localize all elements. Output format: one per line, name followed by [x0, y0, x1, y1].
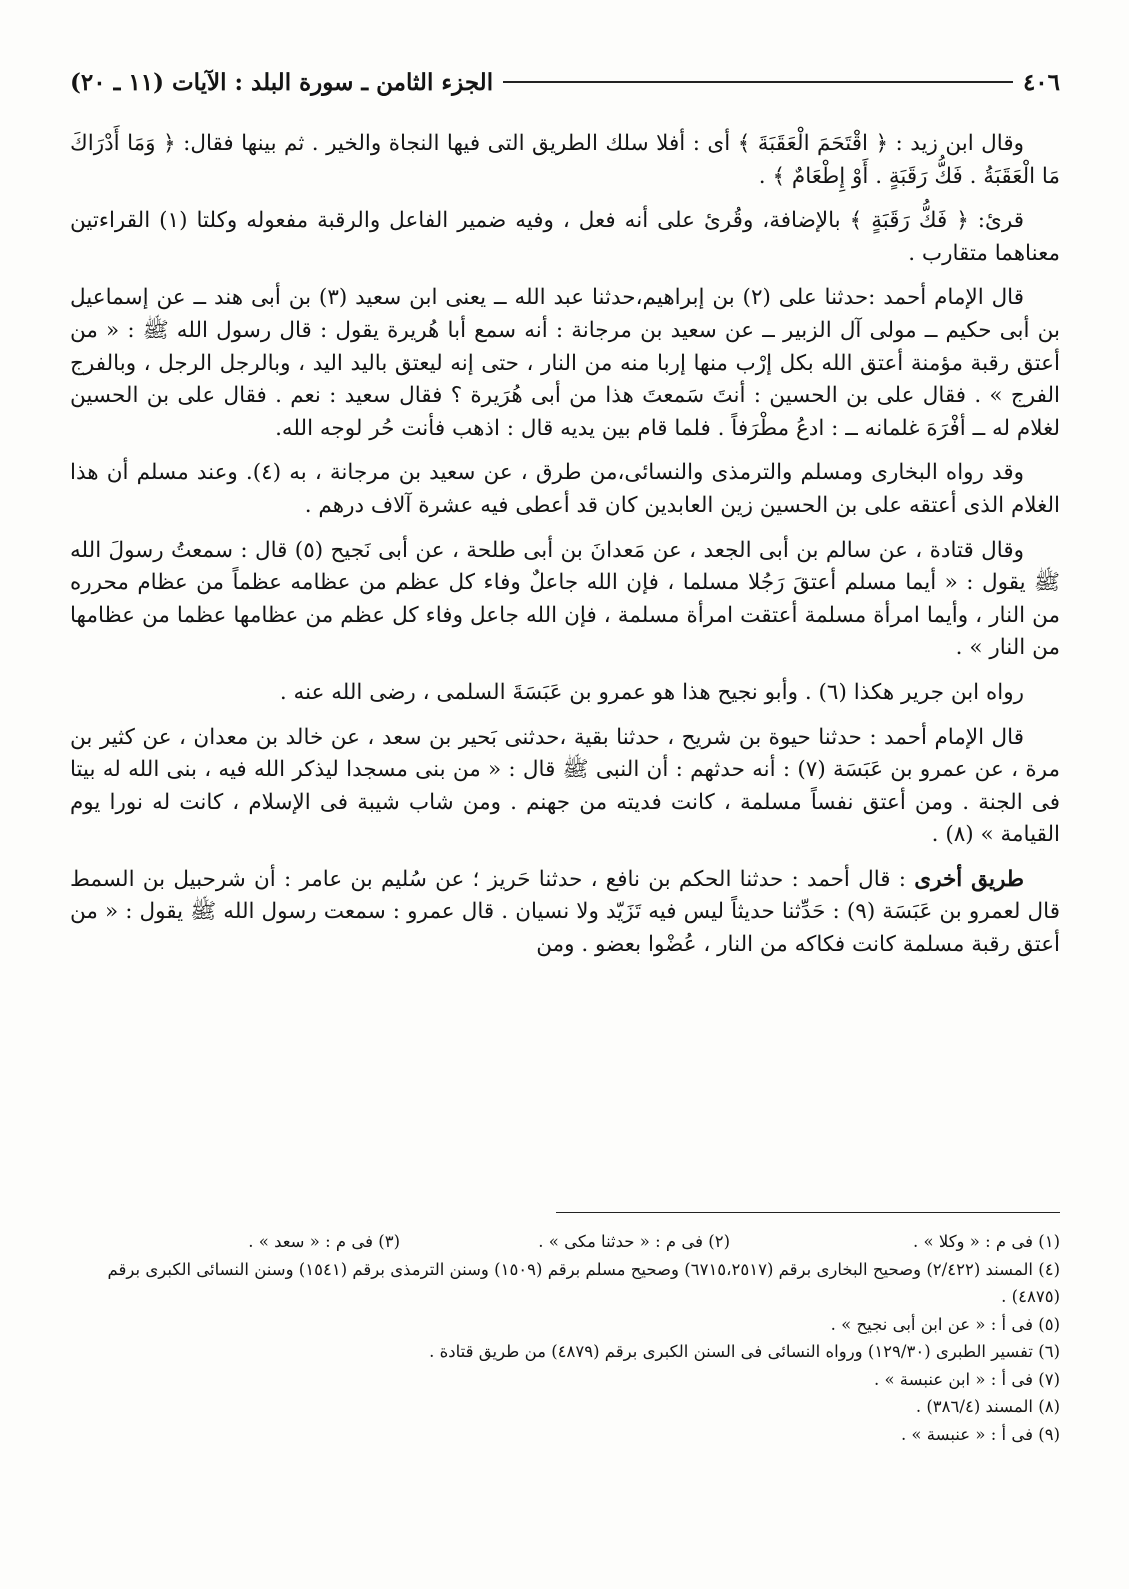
footnote: (١) فى م : « وكلا » .: [913, 1232, 1060, 1251]
footnote: (٨) المسند (٣٨٦/٤) .: [915, 1397, 1060, 1416]
footnotes: [70, 1228, 1060, 1448]
footnote-row: [70, 1228, 1060, 1256]
footnote: (٥) فى أ : « عن ابن أبى نجيح » .: [830, 1314, 1060, 1334]
section-lead: طريق أخرى: [914, 866, 1024, 892]
paragraph: وقال ابن زيد : ﴿ اقْتَحَمَ الْعَقَبَةَ ﴾ أى : أفلا سلك الطريق التى فيها النجاة والخير . ثم بينها فقال: ﴿ وَمَا أَدْرَاكَ مَا الْعَقَبَةُ . فَكُّ رَقَبَةٍ . أَوْ إِطْعَامٌ ﴾ .: [70, 131, 1060, 189]
paragraph: رواه ابن جرير هكذا (٦) . وأبو نجيح هذا هو عمرو بن عَبَسَةَ السلمى ، رضى الله عنه .: [279, 679, 1024, 705]
footnote: (٢) فى م : « حدثنا مكى » .: [538, 1232, 730, 1251]
paragraph: وقد رواه البخارى ومسلم والترمذى والنسائى،من طرق ، عن سعيد بن مرجانة ، به (٤). وعند مسلم أن هذا الغلام الذى أعتقه على بن الحسين زين العابدين كان قد أعطى فيه عشرة آلاف درهم .: [70, 460, 1060, 518]
paragraph: وقال قتادة ، عن سالم بن أبى الجعد ، عن مَعدانَ بن أبى طلحة ، عن أبى نَجيح (٥) قال : سمعتُ رسولَ الله ﷺ يقول : « أيما مسلم أعتقَ رَجُلا مسلما ، فإن الله جاعلٌ وفاء كل عظم من عظامه عظماً من عظام محرره من النار ، وأيما امرأة مسلمة أعتقت امرأة مسلمة ، فإن الله جاعل وفاء كل عظم من عظامها عظما من عظامها من النار » .: [70, 537, 1060, 661]
footnote: (٦) تفسير الطبرى (١٢٩/٣٠) ورواه النسائى فى السنن الكبرى برقم (٤٨٧٩) من طريق قتادة .: [429, 1342, 1060, 1361]
header-title: الجزء الثامن ـ سورة البلد : الآيات (١١ ـ ٢٠): [70, 68, 494, 96]
paragraph: قال الإمام أحمد : حدثنا حيوة بن شريح ، حدثنا بقية ،حدثنى بَحير بن سعد ، عن خالد بن معدان ، عن كثير بن مرة ، عن عمرو بن عَبَسَة (٧) : أنه حدثهم : أن النبى ﷺ قال : « من بنى مسجدا ليذكر الله فيه ، بنى الله له بيتا فى الجنة . ومن أعتق نفساً مسلمة ، كانت فديته من جهنم . ومن شاب شيبة فى الإسلام ، كانت له نورا يوم القيامة » (٨) .: [70, 724, 1060, 848]
footnote: (٣) فى م : « سعد » .: [248, 1232, 400, 1251]
footnote: (٧) فى أ : « ابن عنبسة » .: [873, 1369, 1060, 1389]
paragraph: قرئ: ﴿ فَكُّ رَقَبَةٍ ﴾ بالإضافة، وقُرئ على أنه فعل ، وفيه ضمير الفاعل والرقبة مفعوله وكلتا (١) القراءتين معناهما متقارب .: [70, 208, 1060, 266]
main-text: [70, 128, 1060, 974]
page-number: ٤٠٦: [1022, 68, 1060, 96]
header-rule: [503, 81, 1013, 83]
paragraph: قال الإمام أحمد :حدثنا على (٢) بن إبراهيم،حدثنا عبد الله ــ يعنى ابن سعيد (٣) بن أبى هند ــ عن إسماعيل بن أبى حكيم ــ مولى آل الزبير ــ عن سعيد بن مرجانة : أنه سمع أبا هُريرة يقول : قال رسول الله ﷺ : « من أعتق رقبة مؤمنة أعتق الله بكل إرْب منها إربا منه من النار ، حتى إنه ليعتق باليد اليد ، وبالرجل الرجل ، وبالفرج الفرج » . فقال على بن الحسين : أنتَ سَمعتَ هذا من أبى هُرَيرة ؟ فقال سعيد : نعم . فقال على بن الحسين لغلام له ــ أفْرَهَ غلمانه ــ : ادعُ مطْرَفاً . فلما قام بين يديه قال : اذهب فأنت حُر لوجه الله.: [70, 285, 1060, 441]
running-header: [70, 62, 1060, 102]
footnote: (٤) المسند (٢/٤٢٢) وصحيح البخارى برقم (٦٧١٥،٢٥١٧) وصحيح مسلم برقم (١٥٠٩) وسنن الترمذى برقم (١٥٤١) وسنن النسائى الكبرى برقم (٤٨٧٥) .: [107, 1259, 1060, 1306]
paragraph: طريق أخرى : قال أحمد : حدثنا الحكم بن نافع ، حدثنا حَريز ؛ عن سُليم بن عامر : أن شرحبيل بن السمط قال لعمرو بن عَبَسَة (٩) : حَدِّثنا حديثاً ليس فيه تَزَيّد ولا نسيان . قال عمرو : سمعت رسول الله ﷺ يقول : « من أعتق رقبة مسلمة كانت فكاكه من النار ، عُضْوا بعضو . ومن: [70, 866, 1060, 958]
footnote-separator: [556, 1212, 1060, 1213]
footnote: (٩) فى أ : « عنبسة » .: [900, 1424, 1060, 1444]
